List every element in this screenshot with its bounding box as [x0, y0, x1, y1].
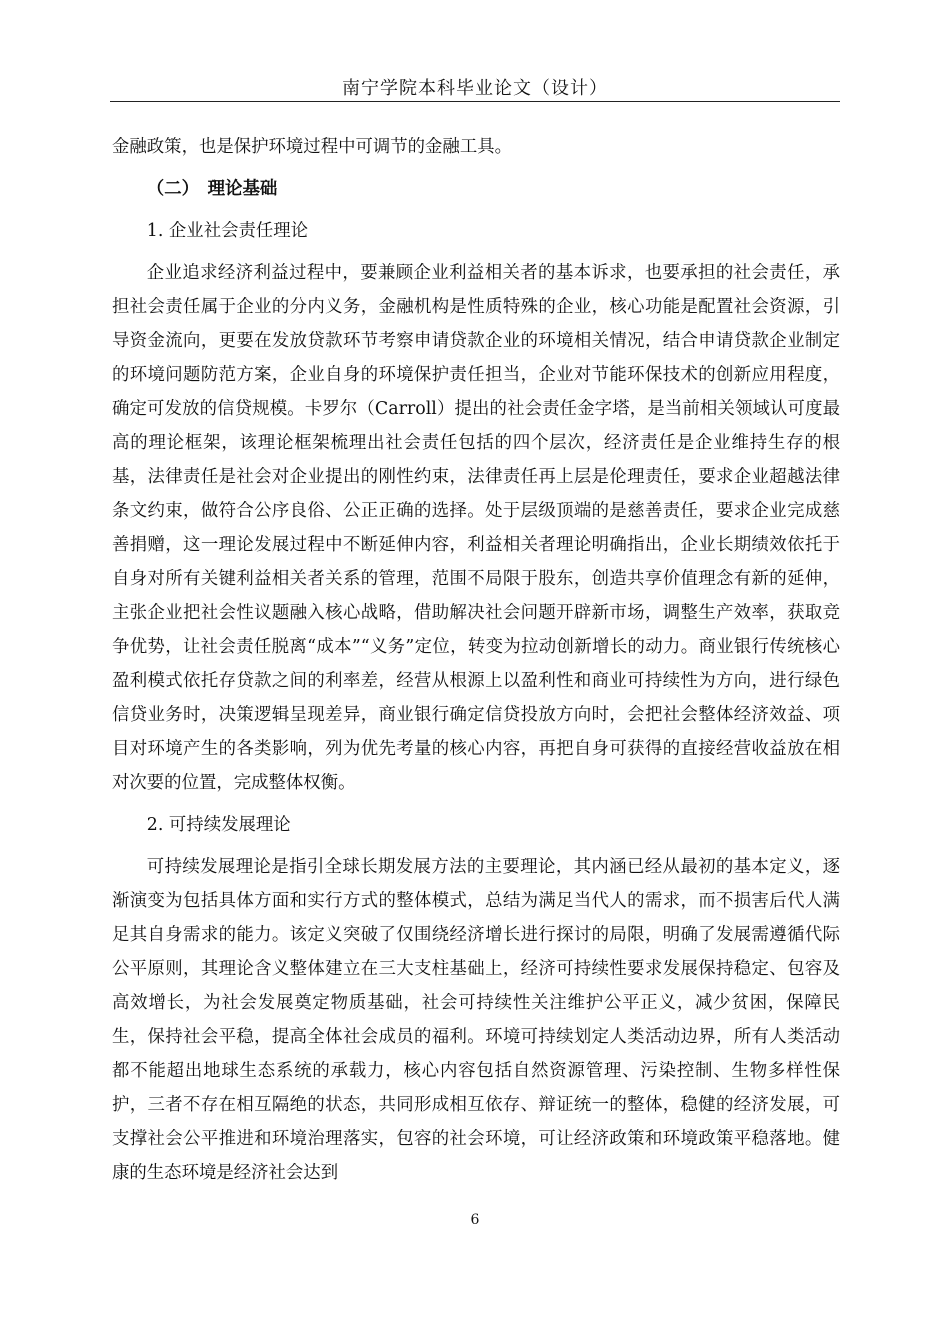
subsection-heading-2: 2. 可持续发展理论 [146, 815, 291, 835]
paragraph-csr-theory: 企业追求经济利益过程中，要兼顾企业利益相关者的基本诉求，也要承担的社会责任，承担社会责任属于企业的分内义务，金融机构是性质特殊的企业，核心功能是配置社会资源，引导资金流向，更要在发放贷款环节考察申请贷款企业的环境相关情况，结合申请贷款企业制定的环境问题防范方案，企业自身的环境保护责任担当，企业对节能环保技术的创新应用程度，确定可发放的信贷规模。卡罗尔（Carroll）提出的社会责任金字塔，是当前相关领域认可度最高的理论框架，该理论框架梳理出社会责任包括的四个层次，经济责任是企业维持生存的根基，法律责任是社会对企业提出的刚性约束，法律责任再上层是伦理责任，要求企业超越法律条文约束，做符合公序良俗、公正正确的选择。处于层级顶端的是慈善责任，要求企业完成慈善捐赠，这一理论发展过程中不断延伸内容，利益相关者理论明确指出，企业长期绩效依托于自身对所有关键利益相关者关系的管理，范围不局限于股东，创造共享价值理念有新的延伸，主张企业把社会性议题融入核心战略，借助解决社会问题开辟新市场，调整生产效率，获取竞争优势，让社会责任脱离“成本”“义务”定位，转变为拉动创新增长的动力。商业银行传统核心盈利模式依托存贷款之间的利率差，经营从根源上以盈利性和商业可持续性为方向，进行绿色信贷业务时，决策逻辑呈现差异，商业银行确定信贷投放方向时，会把社会整体经济效益、项目对环境产生的各类影响，列为优先考量的核心内容，再把自身可获得的直接经营收益放在相对次要的位置，完成整体权衡。 [112, 263, 840, 793]
subsection-heading-1: 1. 企业社会责任理论 [146, 221, 309, 241]
header-divider [110, 101, 840, 102]
section-heading: （二） 理论基础 [146, 179, 278, 199]
page-number: 6 [470, 1212, 480, 1228]
page-header: 南宁学院本科毕业论文（设计） [342, 78, 608, 99]
paragraph-sustainability-theory: 可持续发展理论是指引全球长期发展方法的主要理论，其内涵已经从最初的基本定义，逐渐演变为包括具体方面和实行方式的整体模式，总结为满足当代人的需求，而不损害后代人满足其自身需求的能力。该定义突破了仅围绕经济增长进行探讨的局限，明确了发展需遵循代际公平原则，其理论含义整体建立在三大支柱基础上，经济可持续性要求发展保持稳定、包容及高效增长，为社会发展奠定物质基础，社会可持续性关注维护公平正义，减少贫困，保障民生，保持社会平稳，提高全体社会成员的福利。环境可持续划定人类活动边界，所有人类活动都不能超出地球生态系统的承载力，核心内容包括自然资源管理、污染控制、生物多样性保护，三者不存在相互隔绝的状态，共同形成相互依存、辩证统一的整体，稳健的经济发展，可支撑社会公平推进和环境治理落实，包容的社会环境，可让经济政策和环境政策平稳落地。健康的生态环境是经济社会达到 [112, 857, 840, 1183]
continuation-paragraph: 金融政策，也是保护环境过程中可调节的金融工具。 [112, 137, 512, 157]
page-body [112, 130, 840, 1190]
